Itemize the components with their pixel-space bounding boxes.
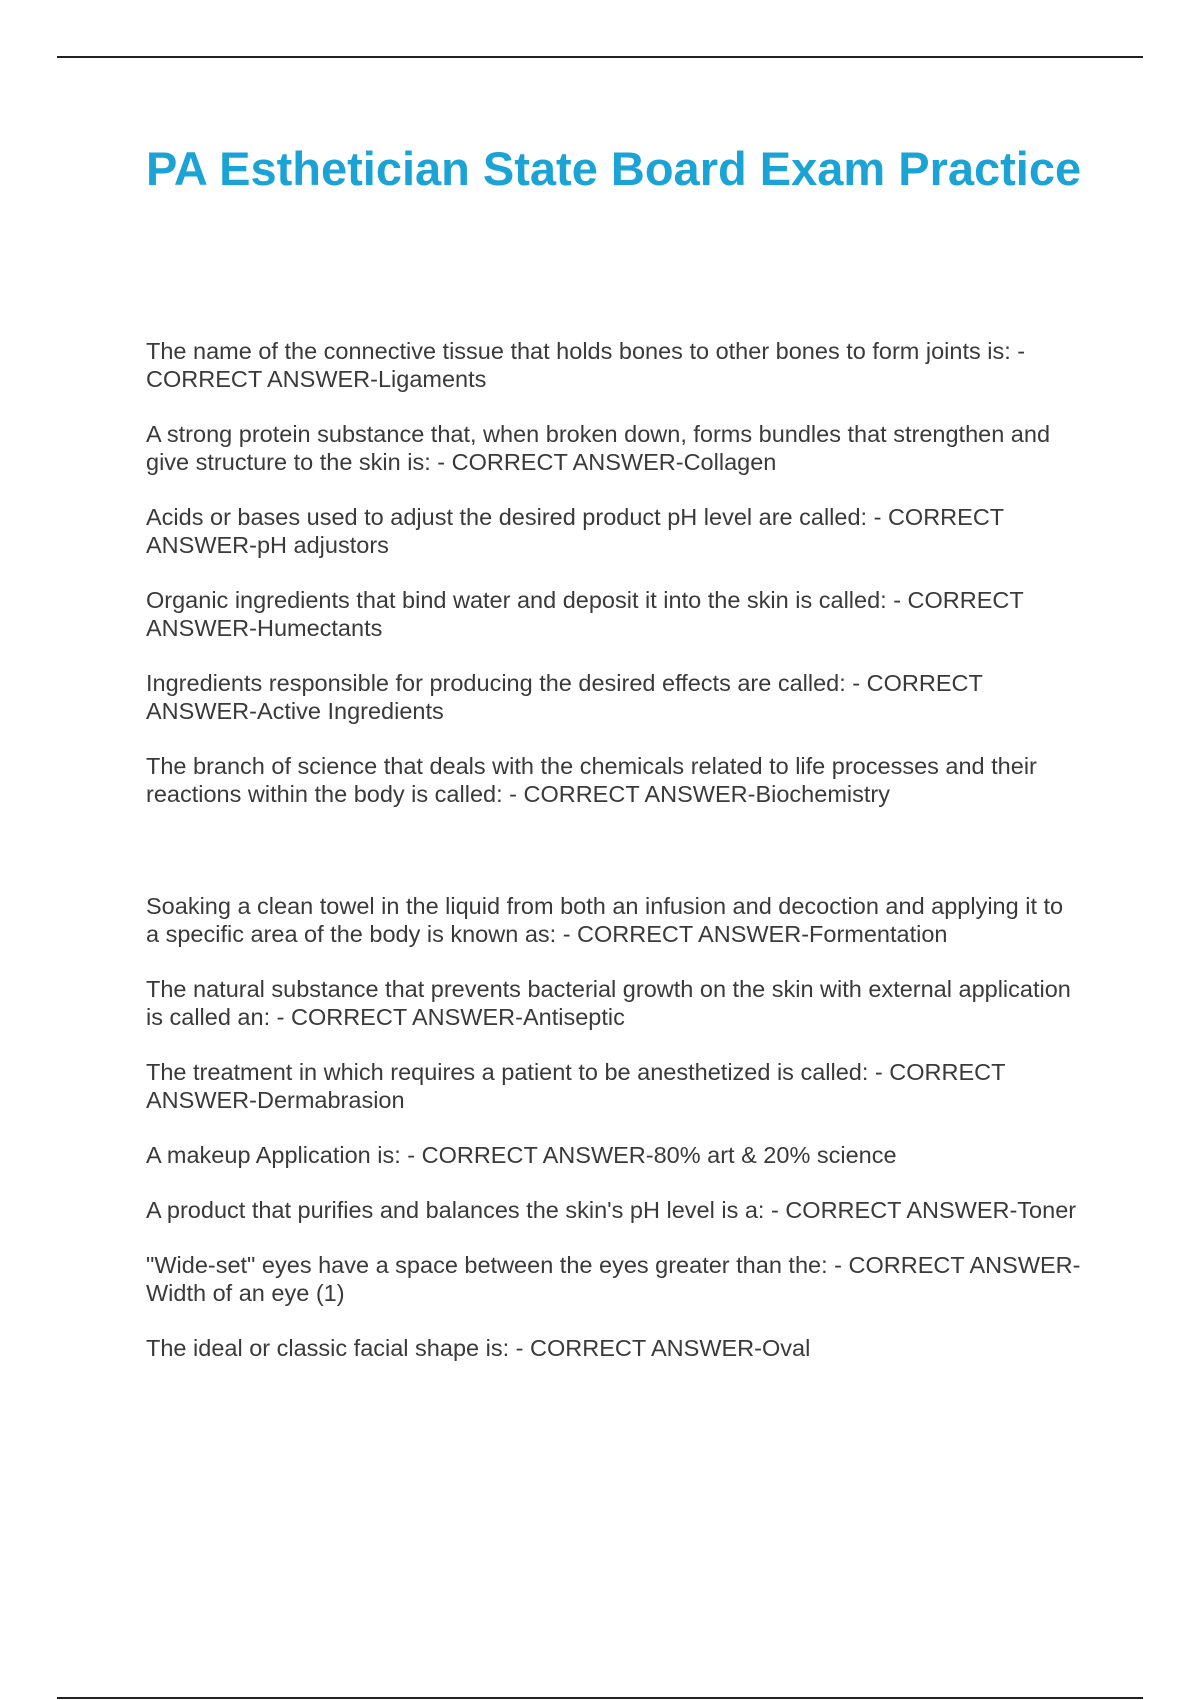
qa-item: The treatment in which requires a patient to be anesthetized is called: - CORRECT ANSWER-Dermabrasion — [146, 1059, 1006, 1113]
top-rule — [57, 56, 1143, 58]
qa-item: Acids or bases used to adjust the desired product pH level are called: - CORRECT ANSWER-pH adjustors — [146, 504, 1004, 558]
qa-item: Organic ingredients that bind water and deposit it into the skin is called: - CORRECT ANSWER-Humectants — [146, 587, 1024, 641]
qa-item: "Wide-set" eyes have a space between the eyes greater than the: - CORRECT ANSWER-Width of an eye (1) — [146, 1252, 1081, 1306]
qa-item: A makeup Application is: - CORRECT ANSWER-80% art & 20% science — [146, 1142, 897, 1168]
qa-item: The branch of science that deals with the chemicals related to life processes and their reactions within the body is called: - CORRECT ANSWER-Biochemistry — [146, 753, 1037, 807]
qa-item: Ingredients responsible for producing the desired effects are called: - CORRECT ANSWER-Active Ingredients — [146, 670, 983, 724]
qa-item: A product that purifies and balances the skin's pH level is a: - CORRECT ANSWER-Toner — [146, 1197, 1077, 1223]
qa-item: The natural substance that prevents bacterial growth on the skin with external application is called an: - CORRECT ANSWER-Antiseptic — [146, 976, 1071, 1030]
bottom-rule — [57, 1697, 1143, 1699]
qa-list — [146, 337, 1081, 1389]
page-title: PA Esthetician State Board Exam Practice — [146, 142, 1082, 195]
qa-item: Soaking a clean towel in the liquid from both an infusion and decoction and applying it to a specific area of the body is known as: - CORRECT ANSWER-Formentation — [146, 893, 1064, 947]
qa-item: A strong protein substance that, when broken down, forms bundles that strengthen and give structure to the skin is: - CORRECT ANSWER-Collagen — [146, 421, 1051, 475]
qa-item: The name of the connective tissue that holds bones to other bones to form joints is: - CORRECT ANSWER-Ligaments — [146, 338, 1026, 392]
qa-item: The ideal or classic facial shape is: - CORRECT ANSWER-Oval — [146, 1335, 811, 1361]
